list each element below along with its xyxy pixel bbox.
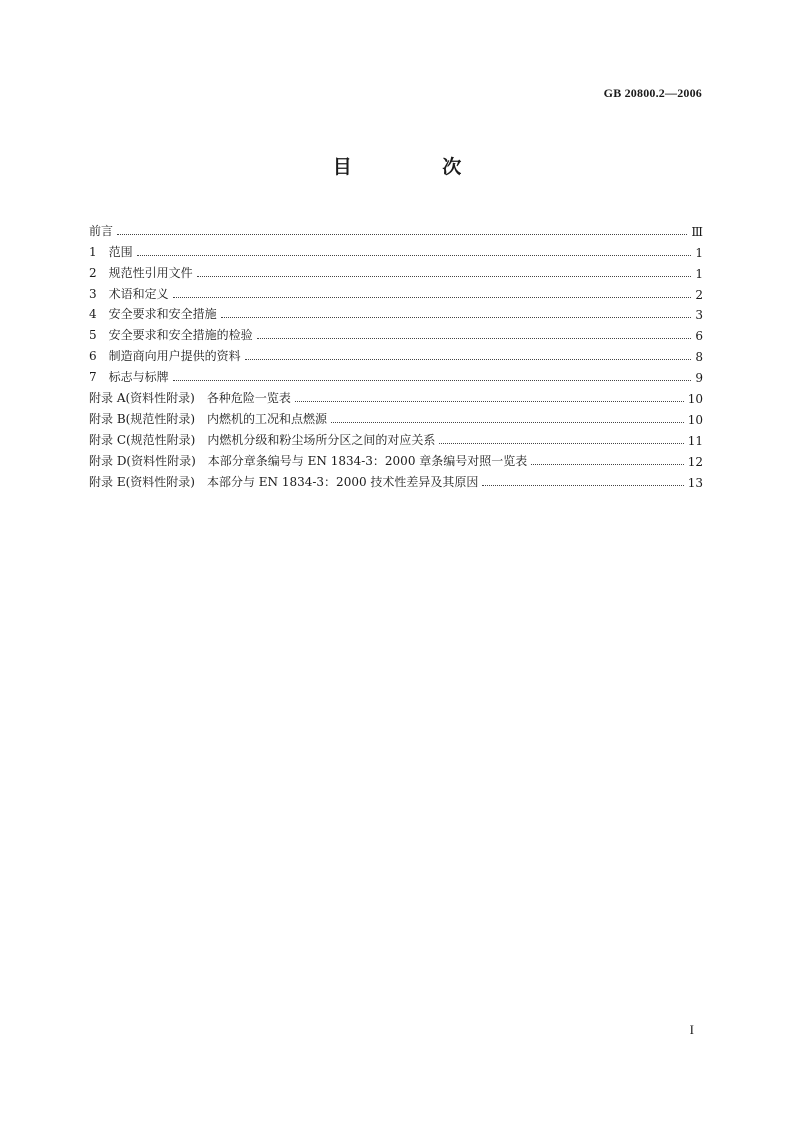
- toc-entry-foreword[interactable]: [89, 218, 703, 239]
- dot-leader: [245, 359, 691, 360]
- toc-entry-appendix-a[interactable]: [89, 385, 703, 406]
- toc-entry-page: 10: [687, 412, 703, 427]
- dot-leader: [257, 338, 691, 339]
- toc-entry-1[interactable]: [89, 239, 703, 260]
- standard-number: GB 20800.2—2006: [603, 86, 702, 100]
- toc-entry-page: 1: [695, 266, 703, 281]
- toc-entry-page: 6: [695, 329, 703, 344]
- dot-leader: [482, 485, 683, 486]
- toc-entry-page: 9: [695, 371, 703, 386]
- toc-entry-page: 2: [695, 287, 703, 302]
- page-title: 目 次: [332, 156, 504, 178]
- toc-entry-6[interactable]: [89, 343, 703, 364]
- toc-entry-label: 2 规范性引用文件: [89, 265, 193, 280]
- toc-entry-appendix-e[interactable]: [89, 469, 703, 490]
- toc-entry-label: 6 制造商向用户提供的资料: [89, 349, 241, 364]
- toc-entry-page: 10: [687, 392, 703, 407]
- dot-leader: [439, 443, 683, 444]
- dot-leader: [173, 297, 691, 298]
- toc-entry-page: Ⅲ: [691, 224, 703, 239]
- toc-entry-2[interactable]: [89, 260, 703, 281]
- dot-leader: [295, 401, 684, 402]
- dot-leader: [331, 422, 684, 423]
- dot-leader: [137, 255, 691, 256]
- toc-entry-label: 3 术语和定义: [89, 286, 169, 301]
- dot-leader: [531, 464, 683, 465]
- toc-entry-label: 附录 D(资料性附录) 本部分章条编号与 EN 1834-3：2000 章条编号对照一览表: [89, 453, 528, 468]
- toc-entry-label: 7 标志与标牌: [89, 370, 169, 385]
- toc-entry-page: 12: [687, 454, 703, 469]
- dot-leader: [221, 317, 691, 318]
- dot-leader: [173, 380, 691, 381]
- toc-entry-label: 附录 C(规范性附录) 内燃机分级和粉尘场所分区之间的对应关系: [89, 432, 436, 447]
- toc-entry-label: 附录 E(资料性附录) 本部分与 EN 1834-3：2000 技术性差异及其原因: [89, 474, 479, 489]
- toc-entry-label: 附录 B(规范性附录) 内燃机的工况和点燃源: [89, 411, 327, 426]
- toc-entry-page: 13: [687, 475, 703, 490]
- toc-entry-page: 8: [695, 350, 703, 365]
- toc-entry-appendix-c[interactable]: [89, 427, 703, 448]
- page-number: I: [689, 1022, 694, 1037]
- table-of-contents: [89, 218, 703, 490]
- toc-entry-appendix-b[interactable]: [89, 406, 703, 427]
- toc-entry-3[interactable]: [89, 281, 703, 302]
- toc-entry-label: 附录 A(资料性附录) 各种危险一览表: [89, 391, 291, 406]
- toc-entry-label: 1 范围: [89, 244, 133, 259]
- toc-entry-label: 5 安全要求和安全措施的检验: [89, 328, 253, 343]
- toc-entry-appendix-d[interactable]: [89, 448, 703, 469]
- toc-entry-label: 4 安全要求和安全措施: [89, 307, 217, 322]
- dot-leader: [197, 276, 691, 277]
- dot-leader: [117, 234, 687, 235]
- toc-entry-4[interactable]: [89, 302, 703, 323]
- toc-entry-page: 3: [695, 308, 703, 323]
- toc-entry-page: 11: [687, 433, 703, 448]
- toc-entry-5[interactable]: [89, 322, 703, 343]
- toc-entry-label: 前言: [89, 223, 114, 238]
- toc-entry-page: 1: [695, 245, 703, 260]
- toc-entry-7[interactable]: [89, 364, 703, 385]
